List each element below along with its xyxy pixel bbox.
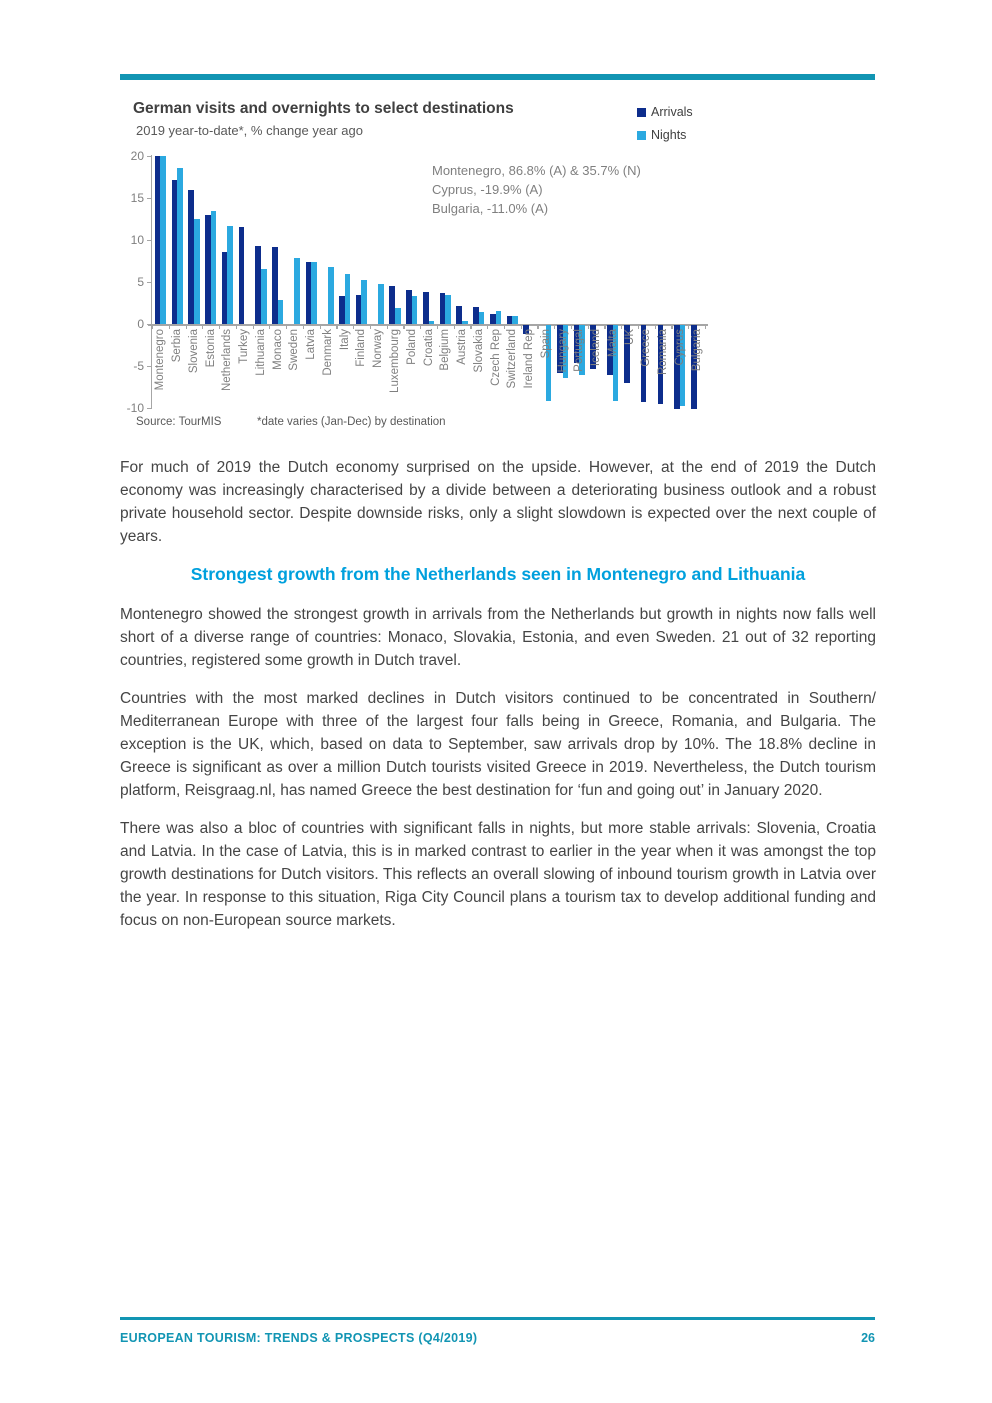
bar-nights-Italy xyxy=(345,274,351,324)
bar-nights-Luxembourg xyxy=(395,308,401,324)
bar-nights-Austria xyxy=(462,321,468,324)
category-label-Czech Rep: Czech Rep xyxy=(489,329,502,386)
category-label-Estonia: Estonia xyxy=(204,329,217,368)
category-label-Croatia: Croatia xyxy=(422,329,435,367)
category-label-Serbia: Serbia xyxy=(171,329,184,363)
y-tick-mark xyxy=(147,156,151,157)
category-label-Denmark: Denmark xyxy=(321,329,334,376)
category-label-Monaco: Monaco xyxy=(271,329,284,370)
category-label-Luxembourg: Luxembourg xyxy=(388,329,401,393)
y-tick-label: 5 xyxy=(137,275,144,289)
x-tick-mark xyxy=(152,325,153,329)
bar-nights-Netherlands xyxy=(227,226,233,324)
bar-nights-Lithuania xyxy=(261,269,267,324)
category-label-Bulgaria: Bulgaria xyxy=(690,329,703,372)
category-label-Turkey: Turkey xyxy=(238,329,251,364)
category-label-Italy: Italy xyxy=(338,329,351,351)
footer-report-title: EUROPEAN TOURISM: TRENDS & PROSPECTS (Q4/2019) xyxy=(120,1331,478,1345)
bar-nights-Finland xyxy=(361,280,367,324)
bar-nights-Monaco xyxy=(278,300,284,324)
chart-title: German visits and overnights to select destinations xyxy=(133,100,514,117)
category-label-Norway: Norway xyxy=(372,329,385,368)
legend-label-arrivals: Arrivals xyxy=(651,105,693,119)
bar-nights-Belgium xyxy=(445,295,451,324)
category-label-Greece: Greece xyxy=(640,329,653,367)
category-label-Latvia: Latvia xyxy=(305,329,318,360)
bar-nights-Switzerland xyxy=(512,316,518,324)
y-tick-label: 10 xyxy=(130,233,144,247)
chart-annotation xyxy=(432,161,641,218)
chart-date-note: *date varies (Jan-Dec) by destination xyxy=(257,416,446,428)
y-tick-mark xyxy=(147,324,151,325)
category-label-UK: UK xyxy=(623,329,636,345)
y-tick-mark xyxy=(147,282,151,283)
y-axis-line xyxy=(151,155,152,409)
category-label-Lithuania: Lithuania xyxy=(254,329,267,376)
annotation-line-cyprus: Cyprus, -19.9% (A) xyxy=(432,182,543,197)
bar-nights-Czech Rep xyxy=(496,311,502,324)
y-tick-mark xyxy=(147,198,151,199)
y-tick-label: 20 xyxy=(130,149,144,163)
category-label-Switzerland: Switzerland xyxy=(506,329,519,389)
category-label-Portugal: Portugal xyxy=(573,329,586,372)
y-tick-label: -10 xyxy=(126,401,144,415)
bar-nights-Croatia xyxy=(429,321,435,324)
category-label-Austria: Austria xyxy=(456,329,468,365)
bar-arrivals-Turkey xyxy=(239,227,245,324)
chart-source-note: Source: TourMIS xyxy=(136,416,222,428)
category-label-Malta: Malta xyxy=(606,329,619,358)
paragraph-nights-falls: There was also a bloc of countries with significant falls in nights, but more stable arrivals: Slovenia, Croatia and Latvia. In the case of Latvia, this is in marked contrast to earlier in the year when it was amongst the top growth destinations for Dutch visitors. This reflects an overall slowing of inbound tourism growth in Latvia over the year. In response to this situation, Riga City Council plans a tourism tax to develop additional funding and focus on non-European source markets. xyxy=(120,820,876,929)
section-heading: Strongest growth from the Netherlands seen in Montenegro and Lithuania xyxy=(190,564,806,584)
category-label-Spain: Spain xyxy=(539,329,552,359)
bar-nights-Latvia xyxy=(311,262,317,324)
bar-nights-Denmark xyxy=(328,267,334,324)
y-tick-label: 0 xyxy=(137,317,144,331)
category-label-Ireland Rep: Ireland Rep xyxy=(523,329,536,389)
category-label-Belgium: Belgium xyxy=(439,329,452,371)
annotation-line-bulgaria: Bulgaria, -11.0% (A) xyxy=(432,201,549,216)
category-label-Finland: Finland xyxy=(355,329,368,367)
category-label-Iceland: Iceland xyxy=(590,329,603,367)
paragraph-economy: For much of 2019 the Dutch economy surprised on the upside. However, at the end of 2019 the Dutch economy was increasingly characterised by a divide between a deteriorating business outlook and a robust private household sector. Despite downside risks, only a slight slowdown is expected over the next couple of years. xyxy=(120,459,876,545)
y-tick-label: 15 xyxy=(130,191,144,205)
bar-nights-Serbia xyxy=(177,168,183,324)
body-text-block xyxy=(120,456,876,947)
bar-nights-Sweden xyxy=(294,258,300,324)
legend-label-nights: Nights xyxy=(651,128,687,142)
category-label-Cyprus: Cyprus xyxy=(673,329,686,366)
y-tick-label: -5 xyxy=(133,359,144,373)
chart-subtitle: 2019 year-to-date*, % change year ago xyxy=(136,123,363,138)
bar-chart-plot xyxy=(0,0,992,450)
category-label-Slovakia: Slovakia xyxy=(472,329,485,373)
paragraph-growth: Montenegro showed the strongest growth in arrivals from the Netherlands but growth in nights now falls well short of a diverse range of countries: Monaco, Slovakia, Estonia, and even Sweden. 21 out of 32 reporting countries, registered some growth in Dutch travel. xyxy=(120,606,876,669)
bar-nights-Montenegro xyxy=(160,156,166,324)
bar-nights-Poland xyxy=(412,296,418,324)
annotation-line-montenegro: Montenegro, 86.8% (A) & 35.7% (N) xyxy=(432,163,641,178)
bar-nights-Estonia xyxy=(211,211,217,324)
y-tick-mark xyxy=(147,366,151,367)
bar-nights-Slovakia xyxy=(479,312,485,324)
category-label-Netherlands: Netherlands xyxy=(221,329,234,392)
category-label-Poland: Poland xyxy=(405,329,418,365)
bar-nights-Slovenia xyxy=(194,219,200,324)
category-label-Slovenia: Slovenia xyxy=(187,329,200,374)
footer-divider-rule xyxy=(120,1317,875,1320)
category-label-Sweden: Sweden xyxy=(288,329,301,371)
footer-page-number: 26 xyxy=(861,1331,875,1345)
y-tick-mark xyxy=(147,408,151,409)
category-label-Hungary: Hungary xyxy=(556,329,569,373)
paragraph-declines: Countries with the most marked declines in Dutch visitors continued to be concentrated in Southern/ Mediterranean Europe with three of the largest four falls being in Greece, Romania, and Bulgaria. The exception is the UK, which, based on data to September, saw arrivals drop by 10%. The 18.8% decline in Greece is significant as over a million Dutch tourists visited Greece in 2019. Nevertheless, the Dutch tourism platform, Reisgraag.nl, has named Greece the best destination for ‘fun and going out’ in January 2020. xyxy=(120,690,876,799)
category-label-Montenegro: Montenegro xyxy=(154,329,167,391)
bar-arrivals-Croatia xyxy=(423,292,429,324)
bar-nights-Norway xyxy=(378,284,384,324)
category-label-Romania: Romania xyxy=(657,329,670,376)
y-tick-mark xyxy=(147,240,151,241)
